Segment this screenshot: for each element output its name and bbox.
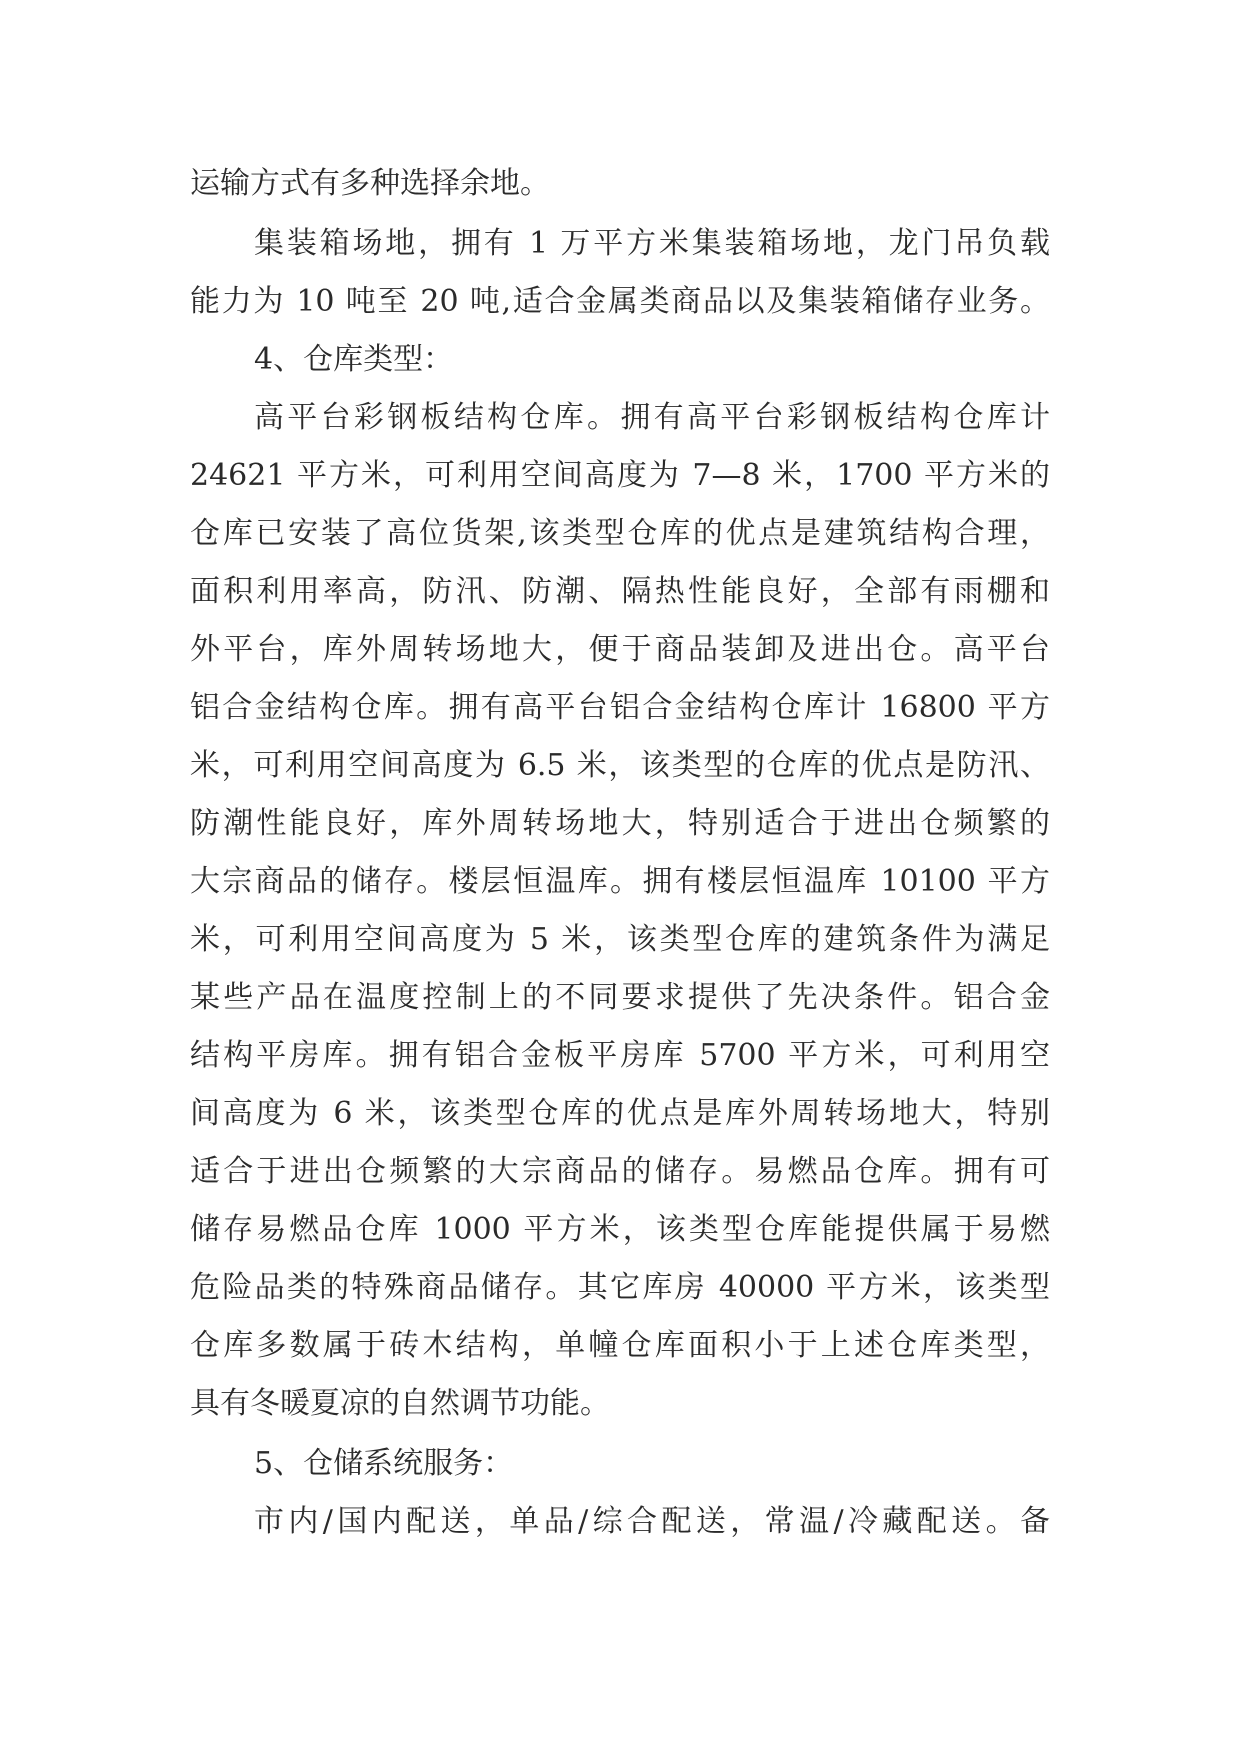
section-heading: 4、仓库类型： [254, 342, 454, 377]
section-heading: 5、仓储系统服务： [254, 1446, 514, 1481]
paragraph-line: 仓库多数属于砖木结构，单幢仓库面积小于上述仓库类型， [190, 1328, 1050, 1363]
paragraph-line: 外平台，库外周转场地大，便于商品装卸及进出仓。高平台 [190, 632, 1050, 667]
paragraph-line: 24621 平方米，可利用空间高度为 7—8 米，1700 平方米的 [190, 458, 1050, 493]
paragraph-line: 适合于进出仓频繁的大宗商品的储存。易燃品仓库。拥有可 [190, 1154, 1050, 1189]
paragraph-line: 市内/国内配送，单品/综合配送，常温/冷藏配送。备 [254, 1504, 1050, 1539]
paragraph-line: 米，可利用空间高度为 6.5 米，该类型的仓库的优点是防汛、 [190, 748, 1050, 783]
paragraph-line: 面积利用率高，防汛、防潮、隔热性能良好，全部有雨棚和 [190, 574, 1050, 609]
paragraph-line: 大宗商品的储存。楼层恒温库。拥有楼层恒温库 10100 平方 [190, 864, 1050, 899]
paragraph-line: 运输方式有多种选择余地。 [190, 166, 550, 201]
paragraph-line: 结构平房库。拥有铝合金板平房库 5700 平方米，可利用空 [190, 1038, 1050, 1073]
paragraph-line: 危险品类的特殊商品储存。其它库房 40000 平方米，该类型 [190, 1270, 1050, 1305]
paragraph-line: 米，可利用空间高度为 5 米，该类型仓库的建筑条件为满足 [190, 922, 1050, 957]
paragraph-line: 储存易燃品仓库 1000 平方米，该类型仓库能提供属于易燃 [190, 1212, 1050, 1247]
paragraph-line: 集装箱场地，拥有 1 万平方米集装箱场地，龙门吊负载 [254, 226, 1050, 261]
paragraph-line: 间高度为 6 米，该类型仓库的优点是库外周转场地大，特别 [190, 1096, 1050, 1131]
paragraph-line: 仓库已安装了高位货架,该类型仓库的优点是建筑结构合理， [190, 516, 1050, 551]
paragraph-line: 铝合金结构仓库。拥有高平台铝合金结构仓库计 16800 平方 [190, 690, 1050, 725]
paragraph-line: 某些产品在温度控制上的不同要求提供了先决条件。铝合金 [190, 980, 1050, 1015]
paragraph-line: 防潮性能良好，库外周转场地大，特别适合于进出仓频繁的 [190, 806, 1050, 841]
paragraph-line: 高平台彩钢板结构仓库。拥有高平台彩钢板结构仓库计 [254, 400, 1050, 435]
paragraph-line: 能力为 10 吨至 20 吨,适合金属类商品以及集装箱储存业务。 [190, 284, 1050, 319]
paragraph-line: 具有冬暖夏凉的自然调节功能。 [190, 1386, 610, 1421]
